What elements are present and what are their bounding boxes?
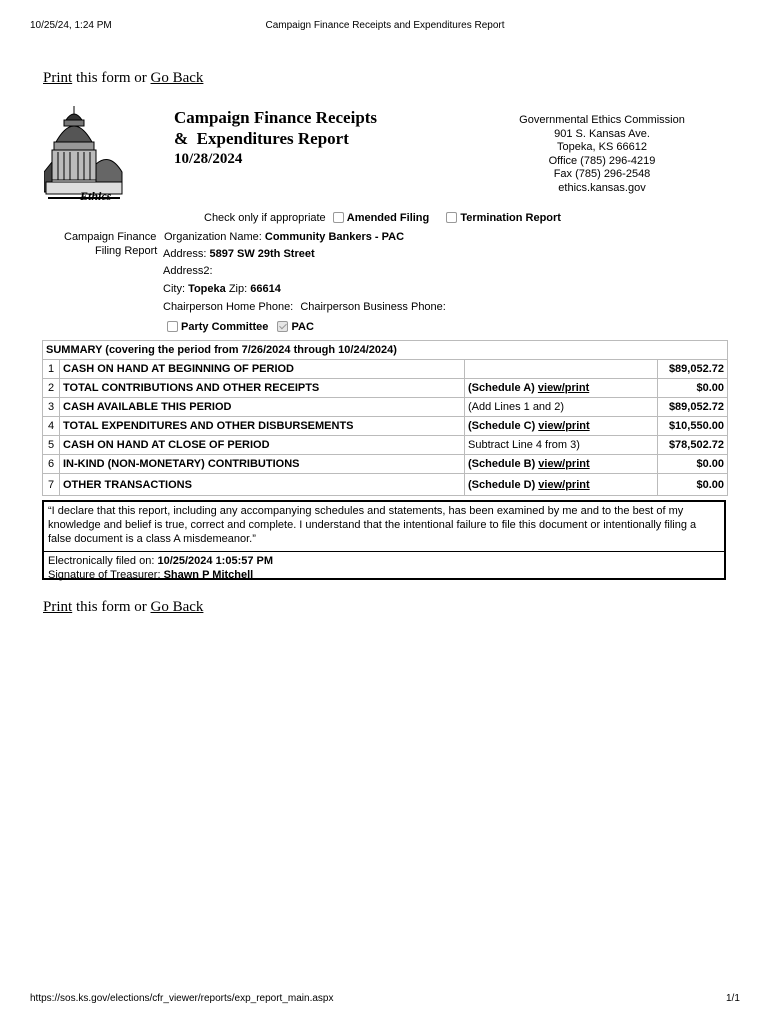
filing-label-line1: Campaign Finance — [64, 231, 157, 243]
row-amount: $89,052.72 — [658, 398, 728, 417]
treasurer-value: Shawn P Mitchell — [163, 569, 254, 581]
filing-signature — [44, 552, 724, 584]
city-zip-row — [163, 283, 281, 295]
address-label: Address: — [163, 248, 207, 260]
view-print-link[interactable]: view/print — [538, 420, 590, 432]
row-description: IN-KIND (NON-MONETARY) CONTRIBUTIONS — [60, 455, 465, 474]
commission-city: Topeka, KS 66612 — [557, 141, 647, 154]
nav-links-bottom — [43, 599, 203, 616]
row-number: 4 — [43, 417, 60, 436]
schedule-label: (Schedule D) — [468, 478, 536, 491]
zip-value: 66614 — [250, 283, 281, 295]
row-number: 7 — [43, 474, 60, 496]
page-url: https://sos.ks.gov/elections/cfr_viewer/reports/exp_report_main.aspx — [30, 993, 334, 1004]
row-amount: $0.00 — [658, 455, 728, 474]
party-committee-checkbox[interactable] — [167, 321, 178, 332]
summary-heading: SUMMARY (covering the period from 7/26/2024 through 10/24/2024) — [43, 341, 728, 360]
print-link-bottom[interactable]: Print — [43, 599, 73, 615]
summary-row — [43, 417, 728, 436]
row-number: 3 — [43, 398, 60, 417]
view-print-link[interactable]: view/print — [538, 478, 590, 491]
nav-links-top — [43, 70, 203, 87]
row-description: CASH AVAILABLE THIS PERIOD — [60, 398, 465, 417]
schedule-label: (Add Lines 1 and 2) — [468, 401, 565, 413]
row-description: TOTAL EXPENDITURES AND OTHER DISBURSEMENTS — [60, 417, 465, 436]
commission-address — [487, 114, 717, 196]
summary-row — [43, 455, 728, 474]
report-title — [174, 107, 377, 170]
pac-checkbox[interactable] — [277, 321, 288, 332]
row-amount: $78,502.72 — [658, 436, 728, 455]
schedule-label: (Schedule B) — [468, 458, 536, 470]
row-number: 1 — [43, 360, 60, 379]
row-number: 2 — [43, 379, 60, 398]
commission-office-phone: Office (785) 296-4219 — [548, 154, 656, 167]
report-title-line2: & Expenditures Report — [174, 129, 349, 148]
org-name-value: Community Bankers - PAC — [264, 231, 405, 243]
print-datetime: 10/25/24, 1:24 PM — [30, 20, 112, 31]
row-schedule — [465, 398, 658, 417]
go-back-link-bottom[interactable]: Go Back — [150, 599, 204, 615]
org-name-label: Organization Name: — [164, 231, 262, 243]
commission-name: Governmental Ethics Commission — [519, 114, 685, 126]
row-schedule — [465, 455, 658, 474]
party-committee-label: Party Committee — [181, 321, 269, 333]
row-description: CASH ON HAND AT BEGINNING OF PERIOD — [60, 360, 465, 379]
row-amount: $0.00 — [658, 474, 728, 496]
summary-row — [43, 474, 728, 496]
report-title-line1: Campaign Finance Receipts — [174, 108, 378, 127]
business-phone-label: Chairperson Business Phone: — [300, 301, 446, 313]
row-schedule — [465, 417, 658, 436]
row-amount: $0.00 — [658, 379, 728, 398]
row-schedule — [465, 474, 658, 496]
home-phone-label: Chairperson Home Phone: — [163, 301, 294, 313]
summary-row — [43, 398, 728, 417]
view-print-link[interactable]: view/print — [538, 458, 590, 470]
summary-table — [42, 340, 728, 496]
nav-text: this form or — [75, 70, 147, 86]
address-value: 5897 SW 29th Street — [209, 248, 315, 260]
row-description: CASH ON HAND AT CLOSE OF PERIOD — [60, 436, 465, 455]
address-row — [163, 248, 315, 260]
row-schedule — [465, 379, 658, 398]
filed-on-label: Electronically filed on: — [48, 555, 155, 567]
city-value: Topeka — [188, 283, 226, 295]
filed-on-value: 10/25/2024 1:05:57 PM — [157, 555, 274, 567]
nav-text-bottom: this form or — [75, 599, 147, 615]
termination-report-checkbox[interactable] — [446, 212, 457, 223]
commission-street: 901 S. Kansas Ave. — [554, 127, 650, 140]
row-schedule — [465, 436, 658, 455]
row-schedule — [465, 360, 658, 379]
phone-row — [163, 301, 446, 313]
row-amount: $10,550.00 — [658, 417, 728, 436]
commission-website: ethics.kansas.gov — [558, 181, 646, 194]
summary-row — [43, 379, 728, 398]
ethics-logo — [44, 102, 126, 204]
go-back-link[interactable]: Go Back — [150, 70, 204, 86]
schedule-label: Subtract Line 4 from 3) — [468, 439, 580, 451]
filed-on-row — [48, 554, 720, 568]
row-description: TOTAL CONTRIBUTIONS AND OTHER RECEIPTS — [60, 379, 465, 398]
schedule-label: (Schedule A) — [468, 382, 535, 394]
print-link[interactable]: Print — [43, 70, 73, 86]
browser-page-title: Campaign Finance Receipts and Expenditures Report — [265, 20, 505, 31]
committee-type-row — [167, 321, 314, 333]
row-amount: $89,052.72 — [658, 360, 728, 379]
pac-label: PAC — [291, 321, 314, 333]
commission-fax: Fax (785) 296-2548 — [553, 168, 651, 181]
treasurer-label: Signature of Treasurer: — [48, 569, 161, 581]
row-description: OTHER TRANSACTIONS — [60, 474, 465, 496]
zip-label: Zip: — [228, 283, 248, 295]
logo-caption: Ethics — [80, 189, 112, 203]
treasurer-row — [48, 568, 720, 582]
amended-filing-label: Amended Filing — [346, 212, 430, 224]
check-options-row — [204, 212, 561, 224]
filing-label-line2: Filing Report — [95, 245, 158, 257]
address2-label: Address2: — [163, 265, 213, 277]
row-number: 6 — [43, 455, 60, 474]
city-label: City: — [163, 283, 185, 295]
page-count: 1/1 — [726, 993, 740, 1004]
org-name-row — [164, 231, 404, 243]
check-prompt: Check only if appropriate — [204, 212, 326, 224]
report-date: 10/28/2024 — [174, 151, 243, 167]
summary-heading-row — [43, 341, 728, 360]
summary-row — [43, 436, 728, 455]
row-number: 5 — [43, 436, 60, 455]
summary-row — [43, 360, 728, 379]
declaration-box — [42, 500, 726, 580]
schedule-label: (Schedule C) — [468, 420, 536, 432]
termination-report-label: Termination Report — [460, 212, 561, 224]
amended-filing-checkbox[interactable] — [333, 212, 344, 223]
declaration-text: “I declare that this report, including any accompanying schedules and statements, has been examined by me and to the best of my knowledge and belief is true, correct and complete. I understand that the intentional failure to file this document or intentionally filing a false document is a class A misdemeanor.” — [44, 502, 724, 552]
view-print-link[interactable]: view/print — [537, 382, 590, 394]
